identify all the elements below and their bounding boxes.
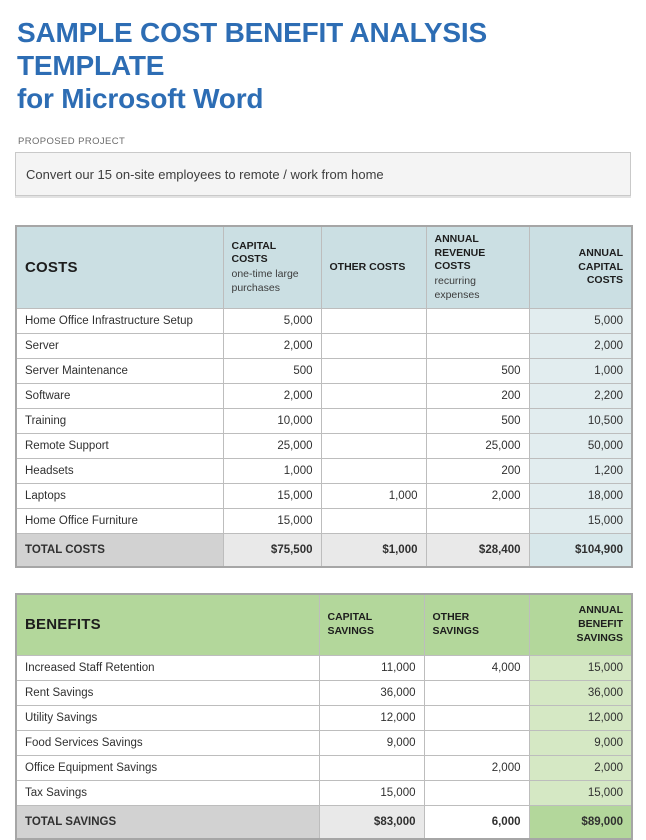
benefit-annual-value: 15,000 [529, 656, 632, 681]
table-row [16, 459, 632, 484]
cost-capital-value: 500 [223, 359, 321, 384]
cost-capital-value: 15,000 [223, 509, 321, 534]
page-title-line1: SAMPLE COST BENEFIT ANALYSIS TEMPLATE [17, 17, 487, 81]
capital-costs-sublabel: one-time large purchases [231, 268, 299, 294]
table-row [16, 509, 632, 534]
costs-total-row [16, 534, 632, 567]
cost-revenue-value [426, 309, 529, 334]
capital-savings-label: CAPITAL SAVINGS [327, 611, 374, 637]
page-title-line2: for Microsoft Word [17, 83, 264, 114]
total-costs-capital: $75,500 [223, 534, 321, 567]
benefits-total-row [16, 806, 632, 839]
benefits-header-row [16, 594, 632, 656]
annual-benefit-savings-label: ANNUAL BENEFIT SAVINGS [576, 604, 623, 644]
costs-title-cell [16, 226, 223, 309]
costs-table [15, 225, 633, 568]
annual-revenue-costs-label: ANNUAL REVENUE COSTS [434, 233, 486, 273]
cost-item-name: Home Office Furniture [16, 509, 223, 534]
benefit-capital-value: 11,000 [319, 656, 424, 681]
cost-capital-value: 2,000 [223, 334, 321, 359]
benefit-other-value: 2,000 [424, 756, 529, 781]
other-costs-label: OTHER COSTS [329, 260, 406, 273]
table-row [16, 681, 632, 706]
benefit-capital-value: 36,000 [319, 681, 424, 706]
benefit-item-name: Tax Savings [16, 781, 319, 806]
document-page [0, 16, 646, 840]
cost-annual-value: 10,500 [529, 409, 632, 434]
benefit-other-value [424, 731, 529, 756]
benefit-annual-value: 2,000 [529, 756, 632, 781]
benefits-col-other [424, 594, 529, 656]
table-row [16, 334, 632, 359]
benefits-table [15, 593, 633, 840]
cost-item-name: Training [16, 409, 223, 434]
annual-revenue-costs-sublabel: recurring expenses [434, 274, 480, 301]
cost-other-value: 1,000 [321, 484, 426, 509]
capital-costs-label: CAPITAL COSTS [231, 239, 277, 266]
cost-revenue-value: 200 [426, 459, 529, 484]
benefit-annual-value: 9,000 [529, 731, 632, 756]
cost-capital-value: 2,000 [223, 384, 321, 409]
benefit-capital-value: 15,000 [319, 781, 424, 806]
table-row [16, 484, 632, 509]
cost-item-name: Server [16, 334, 223, 359]
cost-annual-value: 2,000 [529, 334, 632, 359]
cost-revenue-value: 25,000 [426, 434, 529, 459]
total-costs-annual: $104,900 [529, 534, 632, 567]
cost-annual-value: 2,200 [529, 384, 632, 409]
table-row [16, 384, 632, 409]
benefit-capital-value [319, 756, 424, 781]
total-savings-annual: $89,000 [529, 806, 632, 839]
cost-other-value [321, 384, 426, 409]
cost-item-name: Headsets [16, 459, 223, 484]
cost-revenue-value [426, 334, 529, 359]
cost-other-value [321, 509, 426, 534]
benefit-item-name: Rent Savings [16, 681, 319, 706]
cost-other-value [321, 334, 426, 359]
benefits-col-annual [529, 594, 632, 656]
table-row [16, 409, 632, 434]
cost-item-name: Server Maintenance [16, 359, 223, 384]
benefit-item-name: Food Services Savings [16, 731, 319, 756]
cost-capital-value: 25,000 [223, 434, 321, 459]
benefit-other-value [424, 681, 529, 706]
cost-revenue-value: 2,000 [426, 484, 529, 509]
proposed-project-label: PROPOSED PROJECT [18, 136, 126, 147]
table-row [16, 434, 632, 459]
cost-capital-value: 5,000 [223, 309, 321, 334]
cost-item-name: Software [16, 384, 223, 409]
costs-col-capital [223, 226, 321, 309]
benefits-title: BENEFITS [25, 616, 101, 634]
proposed-project-value: Convert our 15 on-site employees to remote / work from home [26, 166, 384, 182]
benefit-annual-value: 36,000 [529, 681, 632, 706]
total-savings-label: TOTAL SAVINGS [16, 806, 319, 839]
benefits-col-capital [319, 594, 424, 656]
other-savings-label: OTHER SAVINGS [432, 611, 479, 637]
benefit-other-value: 4,000 [424, 656, 529, 681]
cost-item-name: Laptops [16, 484, 223, 509]
cost-other-value [321, 309, 426, 334]
table-row [16, 781, 632, 806]
total-costs-label: TOTAL COSTS [16, 534, 223, 567]
total-savings-other: 6,000 [424, 806, 529, 839]
costs-col-revenue [426, 226, 529, 309]
total-costs-revenue: $28,400 [426, 534, 529, 567]
table-row [16, 359, 632, 384]
benefit-other-value [424, 781, 529, 806]
cost-item-name: Remote Support [16, 434, 223, 459]
benefit-item-name: Utility Savings [16, 706, 319, 731]
costs-title: COSTS [25, 259, 78, 277]
benefit-item-name: Office Equipment Savings [16, 756, 319, 781]
costs-col-other [321, 226, 426, 309]
cost-annual-value: 50,000 [529, 434, 632, 459]
benefit-item-name: Increased Staff Retention [16, 656, 319, 681]
table-row [16, 756, 632, 781]
cost-other-value [321, 409, 426, 434]
page-title [17, 16, 631, 115]
benefit-annual-value: 12,000 [529, 706, 632, 731]
cost-other-value [321, 359, 426, 384]
cost-annual-value: 1,000 [529, 359, 632, 384]
annual-capital-costs-label: ANNUAL CAPITAL COSTS [578, 247, 623, 287]
cost-annual-value: 15,000 [529, 509, 632, 534]
table-row [16, 706, 632, 731]
cost-annual-value: 5,000 [529, 309, 632, 334]
cost-capital-value: 1,000 [223, 459, 321, 484]
total-savings-capital: $83,000 [319, 806, 424, 839]
cost-item-name: Home Office Infrastructure Setup [16, 309, 223, 334]
cost-other-value [321, 459, 426, 484]
cost-annual-value: 18,000 [529, 484, 632, 509]
cost-revenue-value: 500 [426, 359, 529, 384]
table-row [16, 309, 632, 334]
cost-capital-value: 10,000 [223, 409, 321, 434]
cost-other-value [321, 434, 426, 459]
cost-capital-value: 15,000 [223, 484, 321, 509]
benefits-title-cell [16, 594, 319, 656]
benefit-other-value [424, 706, 529, 731]
total-costs-other: $1,000 [321, 534, 426, 567]
table-row [16, 656, 632, 681]
benefit-capital-value: 12,000 [319, 706, 424, 731]
benefit-capital-value: 9,000 [319, 731, 424, 756]
benefit-annual-value: 15,000 [529, 781, 632, 806]
cost-revenue-value: 500 [426, 409, 529, 434]
costs-header-row [16, 226, 632, 309]
cost-revenue-value [426, 509, 529, 534]
costs-col-annual-capital [529, 226, 632, 309]
table-row [16, 731, 632, 756]
proposed-project-field[interactable] [15, 152, 631, 196]
cost-annual-value: 1,200 [529, 459, 632, 484]
cost-revenue-value: 200 [426, 384, 529, 409]
